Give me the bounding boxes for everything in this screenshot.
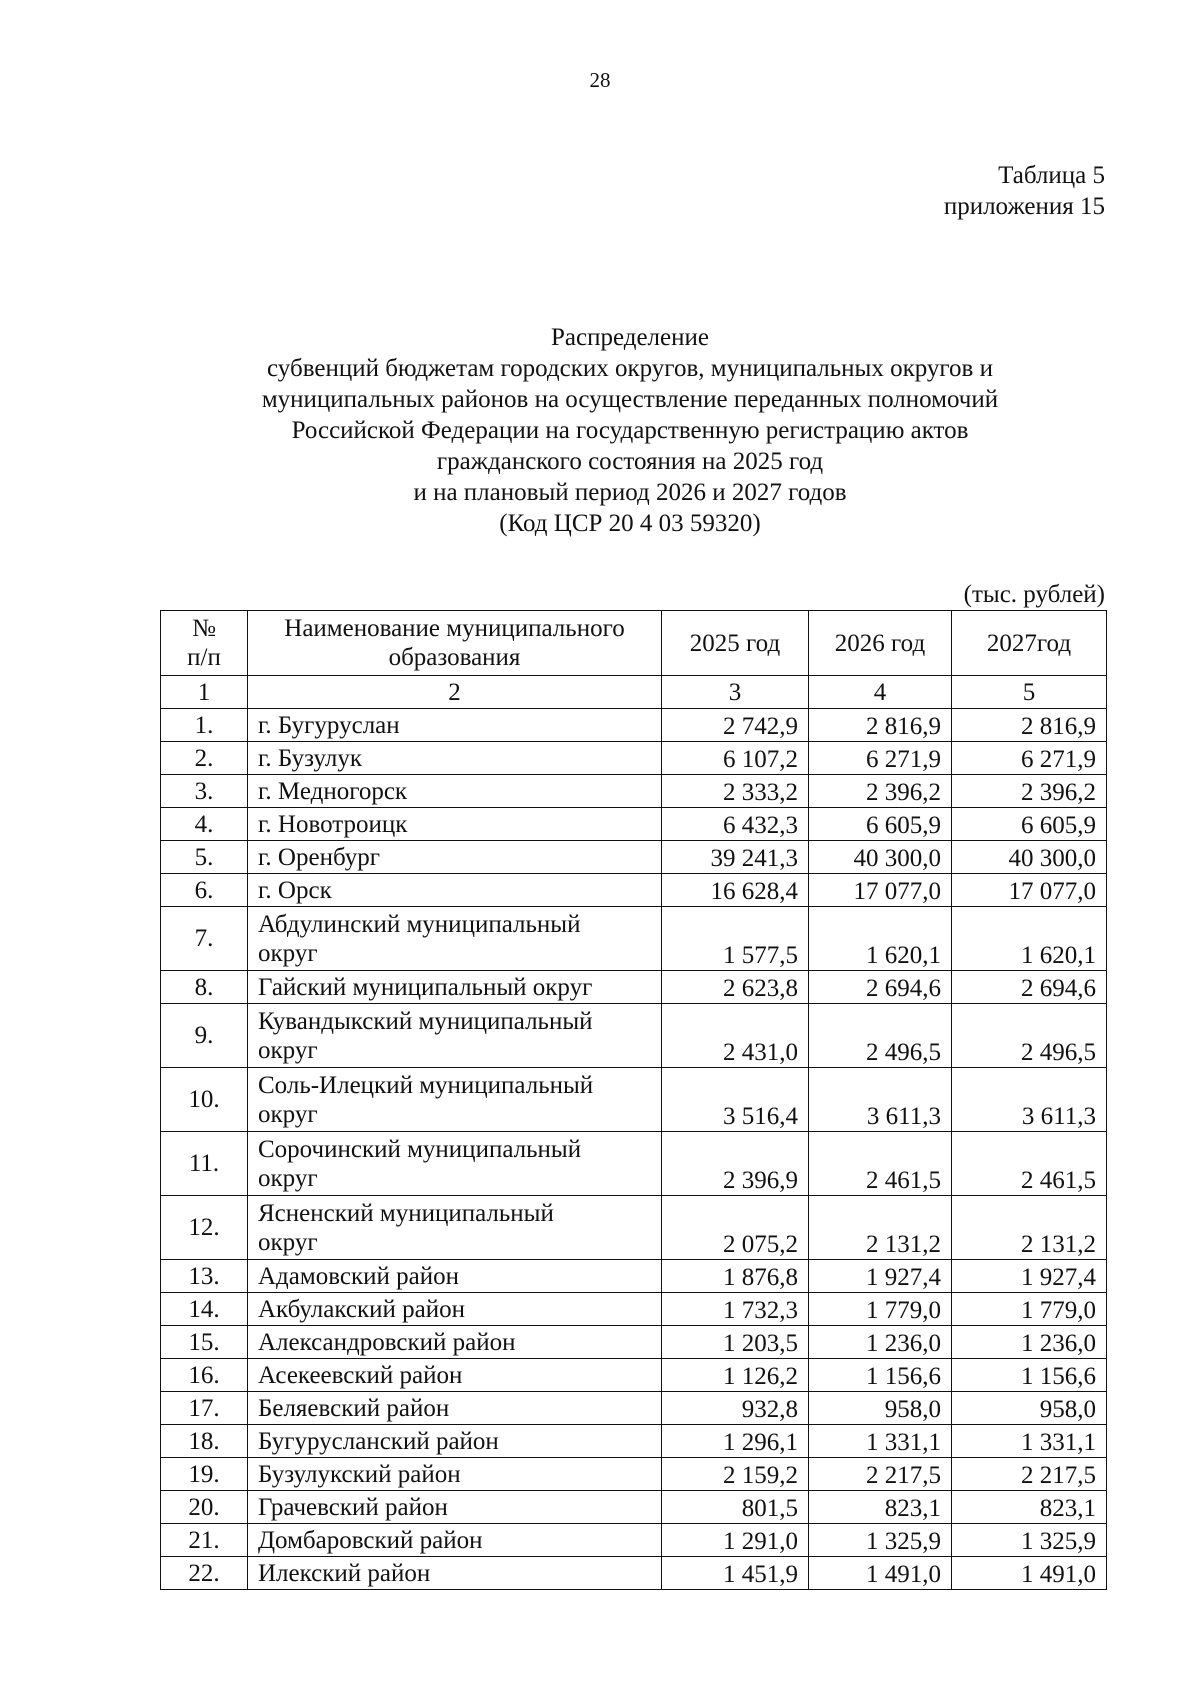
value-2026: 1 331,1: [809, 1425, 952, 1458]
row-number: 21.: [161, 1524, 248, 1557]
value-2025: 1 126,2: [662, 1359, 809, 1392]
value-2025: 3 516,4: [662, 1068, 809, 1132]
row-number: 5.: [161, 841, 248, 874]
units-note: (тыс. рублей): [963, 581, 1105, 608]
value-2026: 1 927,4: [809, 1260, 952, 1293]
table-row: [161, 1425, 1107, 1458]
row-number: 18.: [161, 1425, 248, 1458]
value-2026: 17 077,0: [809, 874, 952, 907]
value-2027: 1 620,1: [952, 907, 1107, 971]
header-number-line: №: [192, 615, 216, 642]
value-2027: 1 779,0: [952, 1293, 1107, 1326]
value-2026: 2 396,2: [809, 775, 952, 808]
value-2027: 2 461,5: [952, 1132, 1107, 1196]
municipality-name: Бузулукский район: [248, 1458, 662, 1491]
table-row: [161, 808, 1107, 841]
row-number: 13.: [161, 1260, 248, 1293]
row-number: 9.: [161, 1004, 248, 1068]
municipality-name-line: Соль-Илецкий муниципальный: [258, 1071, 594, 1099]
value-2025: 2 333,2: [662, 775, 809, 808]
value-2025: 1 296,1: [662, 1425, 809, 1458]
header-name-line: образования: [388, 644, 521, 671]
value-2027: 1 927,4: [952, 1260, 1107, 1293]
municipality-name: [248, 907, 662, 971]
value-2025: 801,5: [662, 1491, 809, 1524]
table-header-row: [161, 611, 1107, 676]
title-line: муниципальных районов на осуществление переданных полномочий: [261, 386, 999, 413]
value-2027: 2 131,2: [952, 1196, 1107, 1260]
row-number: 7.: [161, 907, 248, 971]
value-2026: 2 217,5: [809, 1458, 952, 1491]
value-2025: 1 291,0: [662, 1524, 809, 1557]
value-2026: 2 131,2: [809, 1196, 952, 1260]
title-line: Распределение: [551, 324, 709, 351]
municipality-name-line: Абдулинский муниципальный: [258, 910, 581, 938]
value-2026: 2 461,5: [809, 1132, 952, 1196]
value-2026: 1 620,1: [809, 907, 952, 971]
municipality-name-line: Ясненский муниципальный: [258, 1199, 554, 1227]
value-2026: 1 491,0: [809, 1557, 952, 1590]
title-code-line: (Код ЦСР 20 4 03 59320): [499, 510, 761, 537]
appendix-attachment-label: приложения 15: [943, 193, 1105, 220]
subsidy-table: [160, 610, 1107, 1590]
value-2025: 1 203,5: [662, 1326, 809, 1359]
value-2025: 2 742,9: [662, 709, 809, 742]
value-2027: 823,1: [952, 1491, 1107, 1524]
municipality-name-line: Сорочинский муниципальный: [258, 1135, 582, 1163]
municipality-name: [248, 1004, 662, 1068]
appendix-table-label: Таблица 5: [998, 162, 1105, 189]
header-number: [161, 611, 248, 676]
document-title: [150, 322, 1110, 539]
value-2025: 1 577,5: [662, 907, 809, 971]
row-number: 19.: [161, 1458, 248, 1491]
municipality-name: Беляевский район: [248, 1392, 662, 1425]
value-2027: 6 271,9: [952, 742, 1107, 775]
value-2027: 958,0: [952, 1392, 1107, 1425]
municipality-name: [248, 1068, 662, 1132]
value-2027: 1 491,0: [952, 1557, 1107, 1590]
municipality-name-line: Кувандыкский муниципальный: [258, 1007, 593, 1035]
value-2026: 1 325,9: [809, 1524, 952, 1557]
value-2026: 1 236,0: [809, 1326, 952, 1359]
value-2025: 1 732,3: [662, 1293, 809, 1326]
value-2027: 2 217,5: [952, 1458, 1107, 1491]
municipality-name: Адамовский район: [248, 1260, 662, 1293]
value-2025: 2 075,2: [662, 1196, 809, 1260]
row-number: 11.: [161, 1132, 248, 1196]
value-2025: 2 623,8: [662, 971, 809, 1004]
value-2026: 823,1: [809, 1491, 952, 1524]
table-row: [161, 1458, 1107, 1491]
header-name-line: Наименование муниципального: [284, 615, 625, 642]
column-index: 1: [161, 676, 248, 709]
municipality-name: г. Оренбург: [248, 841, 662, 874]
title-line: Российской Федерации на государственную регистрацию актов: [291, 417, 969, 444]
value-2025: 2 431,0: [662, 1004, 809, 1068]
value-2025: 6 432,3: [662, 808, 809, 841]
value-2025: 39 241,3: [662, 841, 809, 874]
table-row: [161, 1491, 1107, 1524]
column-index: 5: [952, 676, 1107, 709]
value-2025: 2 396,9: [662, 1132, 809, 1196]
value-2025: 16 628,4: [662, 874, 809, 907]
value-2025: 2 159,2: [662, 1458, 809, 1491]
appendix-reference: [944, 160, 1105, 222]
header-2026: 2026 год: [809, 611, 952, 676]
municipality-name: [248, 1132, 662, 1196]
municipality-name: г. Бузулук: [248, 742, 662, 775]
value-2027: 1 236,0: [952, 1326, 1107, 1359]
value-2027: 3 611,3: [952, 1068, 1107, 1132]
row-number: 10.: [161, 1068, 248, 1132]
value-2026: 2 496,5: [809, 1004, 952, 1068]
table-row: [161, 1004, 1107, 1068]
row-number: 16.: [161, 1359, 248, 1392]
table-row: [161, 1132, 1107, 1196]
value-2025: 1 451,9: [662, 1557, 809, 1590]
value-2025: 6 107,2: [662, 742, 809, 775]
table-row: [161, 775, 1107, 808]
value-2026: 2 694,6: [809, 971, 952, 1004]
table-row: [161, 874, 1107, 907]
table-row: [161, 709, 1107, 742]
table-row: [161, 1359, 1107, 1392]
municipality-name: г. Орск: [248, 874, 662, 907]
value-2026: 1 779,0: [809, 1293, 952, 1326]
table-row: [161, 1260, 1107, 1293]
row-number: 3.: [161, 775, 248, 808]
table-row: [161, 1392, 1107, 1425]
value-2026: 2 816,9: [809, 709, 952, 742]
column-index: 2: [248, 676, 662, 709]
table-row: [161, 1326, 1107, 1359]
row-number: 12.: [161, 1196, 248, 1260]
table-row: [161, 1293, 1107, 1326]
municipality-name: Грачевский район: [248, 1491, 662, 1524]
row-number: 22.: [161, 1557, 248, 1590]
title-line: гражданского состояния на 2025 год: [436, 448, 824, 475]
table-row: [161, 1557, 1107, 1590]
value-2027: 17 077,0: [952, 874, 1107, 907]
row-number: 17.: [161, 1392, 248, 1425]
value-2027: 2 496,5: [952, 1004, 1107, 1068]
municipality-name-line: округ: [258, 1100, 318, 1128]
column-index: 3: [662, 676, 809, 709]
row-number: 20.: [161, 1491, 248, 1524]
table-row: [161, 841, 1107, 874]
value-2026: 1 156,6: [809, 1359, 952, 1392]
municipality-name: Илекский район: [248, 1557, 662, 1590]
value-2027: 6 605,9: [952, 808, 1107, 841]
row-number: 14.: [161, 1293, 248, 1326]
row-number: 2.: [161, 742, 248, 775]
municipality-name: г. Новотроицк: [248, 808, 662, 841]
municipality-name: Асекеевский район: [248, 1359, 662, 1392]
table-row: [161, 1524, 1107, 1557]
value-2026: 6 271,9: [809, 742, 952, 775]
row-number: 1.: [161, 709, 248, 742]
municipality-name: Домбаровский район: [248, 1524, 662, 1557]
municipality-name-line: округ: [258, 1228, 318, 1256]
municipality-name: г. Бугуруслан: [248, 709, 662, 742]
header-name: [248, 611, 662, 676]
title-line: и на плановый период 2026 и 2027 годов: [413, 479, 847, 506]
municipality-name-line: округ: [258, 1164, 318, 1192]
value-2027: 1 331,1: [952, 1425, 1107, 1458]
page-number: 28: [589, 68, 611, 92]
value-2026: 40 300,0: [809, 841, 952, 874]
header-2025: 2025 год: [662, 611, 809, 676]
value-2026: 958,0: [809, 1392, 952, 1425]
title-line: субвенций бюджетам городских округов, муниципальных округов и: [267, 355, 993, 382]
value-2026: 6 605,9: [809, 808, 952, 841]
municipality-name: Гайский муниципальный округ: [248, 971, 662, 1004]
value-2027: 1 325,9: [952, 1524, 1107, 1557]
column-index: 4: [809, 676, 952, 709]
municipality-name-line: округ: [258, 939, 318, 967]
value-2025: 932,8: [662, 1392, 809, 1425]
value-2027: 40 300,0: [952, 841, 1107, 874]
value-2026: 3 611,3: [809, 1068, 952, 1132]
value-2027: 2 816,9: [952, 709, 1107, 742]
value-2025: 1 876,8: [662, 1260, 809, 1293]
municipality-name: Бугурусланский район: [248, 1425, 662, 1458]
municipality-name: [248, 1196, 662, 1260]
row-number: 4.: [161, 808, 248, 841]
table-row: [161, 742, 1107, 775]
value-2027: 2 396,2: [952, 775, 1107, 808]
column-index-row: [161, 676, 1107, 709]
table-row: [161, 1196, 1107, 1260]
row-number: 15.: [161, 1326, 248, 1359]
header-2027: 2027год: [952, 611, 1107, 676]
municipality-name: г. Медногорск: [248, 775, 662, 808]
table-row: [161, 1068, 1107, 1132]
header-number-line: п/п: [187, 644, 221, 671]
municipality-name: Александровский район: [248, 1326, 662, 1359]
table-row: [161, 907, 1107, 971]
row-number: 6.: [161, 874, 248, 907]
row-number: 8.: [161, 971, 248, 1004]
municipality-name: Акбулакский район: [248, 1293, 662, 1326]
table-row: [161, 971, 1107, 1004]
municipality-name-line: округ: [258, 1036, 318, 1064]
value-2027: 1 156,6: [952, 1359, 1107, 1392]
value-2027: 2 694,6: [952, 971, 1107, 1004]
